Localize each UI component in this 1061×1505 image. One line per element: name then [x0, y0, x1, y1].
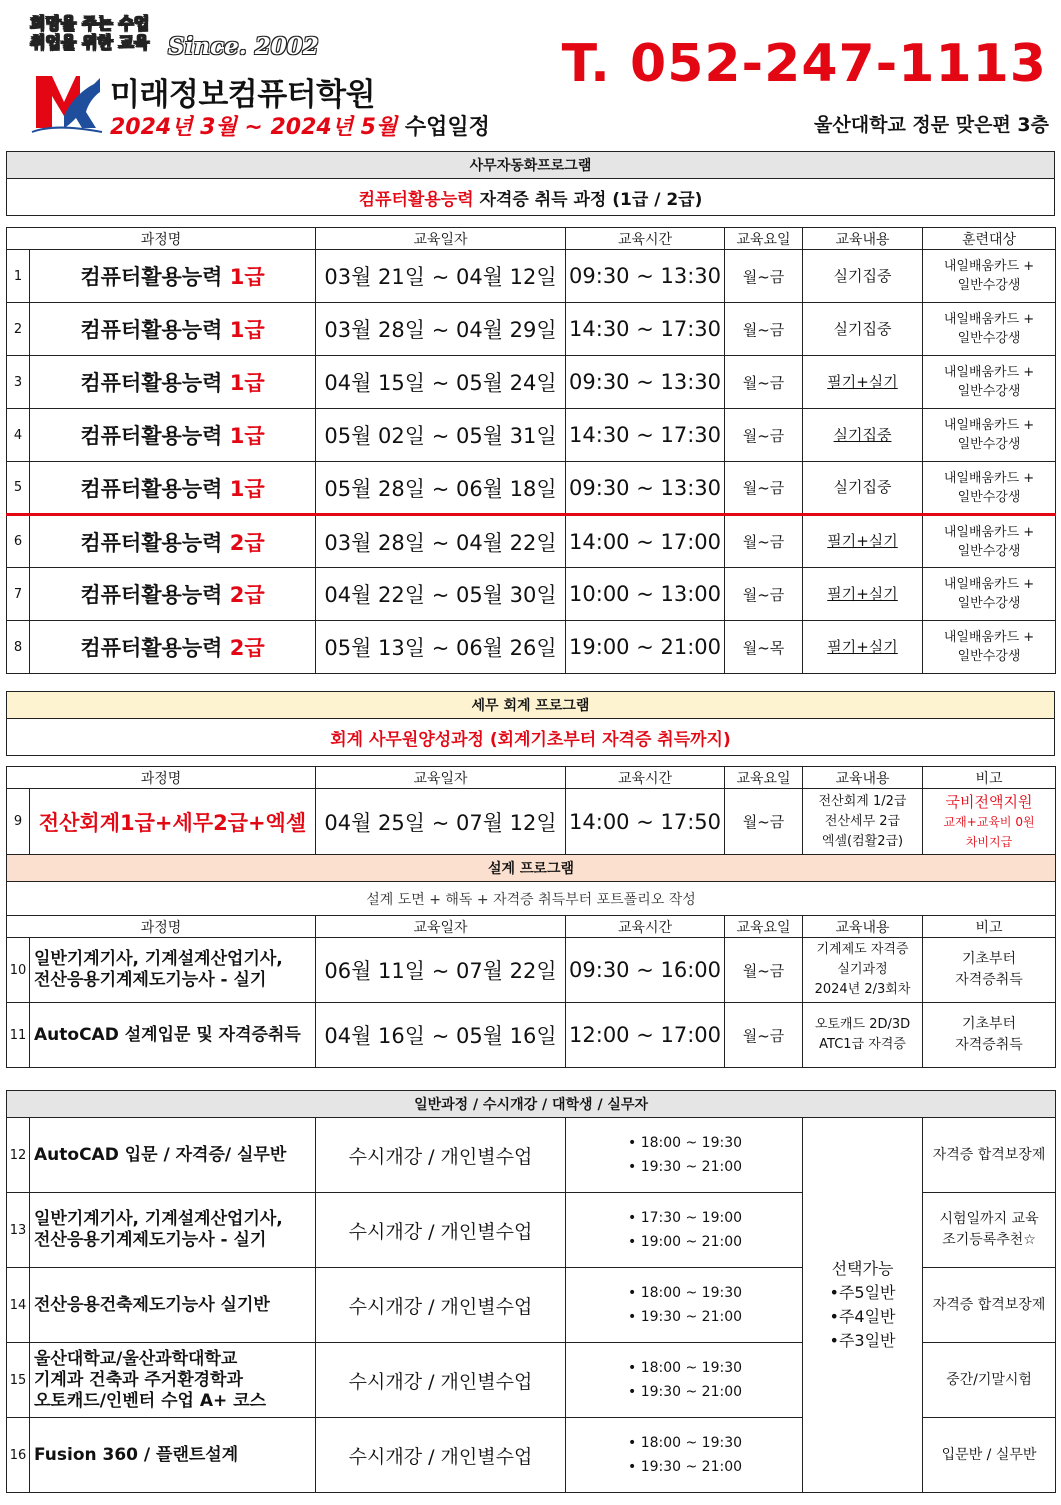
- course-remark: [923, 1343, 1056, 1418]
- course-title: 컴퓨터활용능력: [80, 530, 230, 555]
- course-content: [803, 1003, 923, 1068]
- col-header-days: 교육요일: [725, 767, 803, 789]
- section1-header-row: [7, 228, 1056, 250]
- course-line: 기계과 건축과 주거환경학과: [34, 1369, 243, 1390]
- section1-title-table: [6, 151, 1055, 216]
- course-days: 월~금: [725, 515, 803, 568]
- col-header-date: 교육일자: [316, 767, 566, 789]
- row-number: 1: [7, 250, 30, 303]
- col-header-target: 훈련대상: [923, 228, 1056, 250]
- course-times: [566, 1193, 803, 1268]
- course-time: 14:30 ~ 17:30: [566, 303, 725, 356]
- content-text: 필기+실기: [827, 637, 898, 656]
- row-number: 3: [7, 356, 30, 409]
- target-line: 일반수강생: [957, 489, 1021, 505]
- course-line: 전산응용기계제도기능사 - 실기: [34, 1230, 267, 1250]
- course-name: 전산회계1급+세무2급+엑셀: [30, 789, 316, 855]
- training-target: [923, 621, 1056, 674]
- course-content: [803, 515, 923, 568]
- since-text: Since. 2002: [168, 33, 319, 60]
- col-header-time: 교육시간: [566, 916, 725, 938]
- course-title: 컴퓨터활용능력: [80, 371, 230, 395]
- slogan-line-2: 취업을 위한 교육: [30, 33, 150, 52]
- content-text: 필기+실기: [827, 372, 898, 391]
- row-number: 14: [7, 1268, 30, 1343]
- time-slot: • 17:30 ~ 19:00: [628, 1210, 743, 1226]
- col-header-time: 교육시간: [566, 228, 725, 250]
- course-times: [566, 1118, 803, 1193]
- training-target: [923, 250, 1056, 303]
- time-slot: • 18:00 ~ 19:30: [628, 1285, 743, 1301]
- content-line: 실기과정: [837, 962, 888, 977]
- col-header-days: 교육요일: [725, 916, 803, 938]
- col-header-date: 교육일자: [316, 228, 566, 250]
- table-row: [7, 1003, 1056, 1068]
- row-number: 12: [7, 1118, 30, 1193]
- course-content: [803, 303, 923, 356]
- content-line: 전산세무 2급: [824, 813, 901, 829]
- row-number: 16: [7, 1418, 30, 1493]
- course-level: 1급: [229, 371, 265, 395]
- course-mode: 수시개강 / 개인별수업: [316, 1193, 566, 1268]
- course-remark: [923, 1418, 1056, 1493]
- course-time: 14:00 ~ 17:50: [566, 789, 725, 855]
- course-remark: [923, 1118, 1056, 1193]
- training-target: [923, 409, 1056, 462]
- target-line: 내일배움카드 +: [943, 577, 1035, 592]
- course-title: 컴퓨터활용능력: [80, 424, 230, 448]
- target-line: 내일배움카드 +: [943, 312, 1035, 327]
- section2-title: 세무 회계 프로그램: [7, 692, 1055, 719]
- course-title: 컴퓨터활용능력: [80, 318, 230, 342]
- remark-line: 자격증취득: [955, 972, 1023, 988]
- course-title: 컴퓨터활용능력: [80, 265, 230, 289]
- course-times: [566, 1418, 803, 1493]
- table-row: [7, 250, 1056, 303]
- course-remark: [923, 938, 1056, 1003]
- course-mode: 수시개강 / 개인별수업: [316, 1118, 566, 1193]
- col-header-content: 교육내용: [803, 228, 923, 250]
- slogan-line-1: 희망을 주는 수업: [30, 14, 150, 33]
- course-days: 월~금: [725, 409, 803, 462]
- time-slot: • 19:30 ~ 21:00: [628, 1309, 743, 1325]
- course-level: 2급: [229, 583, 265, 607]
- course-content: [803, 789, 923, 855]
- address: 울산대학교 정문 맞은편 3층: [814, 114, 1049, 136]
- target-line: 일반수강생: [957, 437, 1021, 452]
- course-level: 1급: [229, 265, 265, 289]
- time-slot: • 19:30 ~ 21:00: [628, 1159, 743, 1175]
- course-days: 월~금: [725, 356, 803, 409]
- course-name: [30, 621, 316, 674]
- course-title: 컴퓨터활용능력: [80, 583, 230, 607]
- course-date: 04월 22일 ~ 05월 30일: [316, 568, 566, 621]
- course-time: 19:00 ~ 21:00: [566, 621, 725, 674]
- course-time: 12:00 ~ 17:00: [566, 1003, 725, 1068]
- course-content: [803, 409, 923, 462]
- course-name: [30, 568, 316, 621]
- course-days: 월~목: [725, 621, 803, 674]
- col-header-remark: 비고: [923, 767, 1056, 789]
- course-time: 09:30 ~ 13:30: [566, 250, 725, 303]
- school-name: 미래정보컴퓨터학원: [110, 77, 376, 113]
- row-number: 13: [7, 1193, 30, 1268]
- row-number: 6: [7, 515, 30, 568]
- course-content: [803, 250, 923, 303]
- table-row: [7, 621, 1056, 674]
- remark-line: 교재+교육비 0원: [943, 814, 1035, 829]
- col-header-course: 과정명: [7, 916, 316, 938]
- course-date: 06월 11일 ~ 07월 22일: [316, 938, 566, 1003]
- schedule-sep: ~: [236, 115, 271, 140]
- col-header-course: 과정명: [7, 228, 316, 250]
- course-content: [803, 621, 923, 674]
- course-remark: [923, 1193, 1056, 1268]
- course-line: Fusion 360 / 플랜트설계: [34, 1444, 239, 1465]
- course-time: 10:00 ~ 13:00: [566, 568, 725, 621]
- training-target: [923, 568, 1056, 621]
- row-number: 8: [7, 621, 30, 674]
- content-line: 기계제도 자격증: [816, 942, 909, 957]
- remark-line: 조기등록추천☆: [942, 1232, 1036, 1248]
- course-days: 월~금: [725, 568, 803, 621]
- target-line: 내일배움카드 +: [943, 630, 1035, 645]
- course-date: 04월 15일 ~ 05월 24일: [316, 356, 566, 409]
- target-line: 내일배움카드 +: [943, 365, 1035, 380]
- remark-line: 차비지급: [965, 834, 1013, 849]
- content-text: 필기+실기: [827, 532, 898, 550]
- slogan: [30, 14, 149, 52]
- course-date: 05월 28일 ~ 06월 18일: [316, 462, 566, 515]
- course-remark: [923, 1003, 1056, 1068]
- course-content: [803, 356, 923, 409]
- section2-subtitle: 회계 사무원양성과정 (회계기초부터 자격증 취득까지): [7, 719, 1055, 756]
- row-number: 5: [7, 462, 30, 515]
- col-header-content: 교육내용: [803, 916, 923, 938]
- course-name: [30, 515, 316, 568]
- target-line: 내일배움카드 +: [943, 418, 1035, 433]
- section2-schedule-table: [6, 766, 1056, 1068]
- course-date: 03월 28일 ~ 04월 29일: [316, 303, 566, 356]
- target-line: 내일배움카드 +: [943, 259, 1035, 274]
- section1-title: 사무자동화프로그램: [7, 152, 1055, 179]
- content-text: 실기집중: [833, 478, 892, 496]
- course-date: 03월 28일 ~ 04월 22일: [316, 515, 566, 568]
- remark-line: 국비전액지원: [945, 792, 1033, 811]
- col-header-content: 교육내용: [803, 767, 923, 789]
- course-time: 09:30 ~ 16:00: [566, 938, 725, 1003]
- schedule-period: [110, 110, 490, 141]
- target-line: 일반수강생: [957, 649, 1021, 664]
- row-number: 10: [7, 938, 30, 1003]
- schedule-label: 수업일정: [397, 115, 490, 140]
- target-line: 일반수강생: [957, 384, 1021, 399]
- time-slot: • 18:00 ~ 19:30: [628, 1435, 743, 1451]
- remark-line: 중간/기말시험: [946, 1371, 1032, 1388]
- course-days: 월~금: [725, 462, 803, 515]
- col-header-course: 과정명: [7, 767, 316, 789]
- page-header: [0, 0, 1061, 150]
- course-date: 05월 13일 ~ 06월 26일: [316, 621, 566, 674]
- remark-line: 시험일까지 교육: [939, 1211, 1039, 1227]
- course-name: [30, 938, 316, 1003]
- course-name: [30, 1118, 316, 1193]
- course-time: 09:30 ~ 13:30: [566, 462, 725, 515]
- section1-subtitle: [7, 179, 1055, 216]
- option-item: •주5일반: [829, 1283, 896, 1302]
- content-line: 오토캐드 2D/3D: [814, 1017, 911, 1032]
- course-level: 2급: [229, 636, 265, 660]
- course-mode: 수시개강 / 개인별수업: [316, 1418, 566, 1493]
- remark-line: 기초부터: [961, 951, 1017, 967]
- section1-subtitle-rest: 자격증 취득 과정 (1급 / 2급): [473, 189, 703, 210]
- target-line: 일반수강생: [957, 543, 1021, 559]
- course-name: [30, 462, 316, 515]
- options-title: 선택가능: [831, 1259, 894, 1278]
- training-target: [923, 515, 1056, 568]
- col-header-remark: 비고: [923, 916, 1056, 938]
- time-slot: • 19:30 ~ 21:00: [628, 1384, 743, 1400]
- course-times: [566, 1343, 803, 1418]
- course-name: [30, 356, 316, 409]
- school-logo-icon: [30, 66, 104, 134]
- course-name: [30, 1193, 316, 1268]
- course-name: [30, 250, 316, 303]
- table-row: [7, 409, 1056, 462]
- target-line: 일반수강생: [957, 278, 1021, 293]
- content-text: 실기집중: [833, 425, 892, 444]
- row-number: 4: [7, 409, 30, 462]
- section3-header-row: [7, 916, 1056, 938]
- course-name: [30, 1418, 316, 1493]
- course-date: 04월 16일 ~ 05월 16일: [316, 1003, 566, 1068]
- section4-title: 일반과정 / 수시개강 / 대학생 / 실무자: [7, 1091, 1056, 1118]
- time-slot: • 18:00 ~ 19:30: [628, 1135, 743, 1151]
- table-row: [7, 356, 1056, 409]
- course-time: 09:30 ~ 13:30: [566, 356, 725, 409]
- section3-description: 설계 도면 + 해독 + 자격증 취득부터 포트폴리오 작성: [7, 882, 1056, 916]
- table-row: [7, 462, 1056, 515]
- section4-schedule-table: [6, 1090, 1056, 1493]
- content-line: 2024년 2/3회차: [814, 982, 911, 997]
- course-days: 월~금: [725, 938, 803, 1003]
- course-name: [30, 1268, 316, 1343]
- course-title: 컴퓨터활용능력: [80, 636, 230, 660]
- table-row: [7, 789, 1056, 855]
- table-row: [7, 515, 1056, 568]
- course-content: [803, 938, 923, 1003]
- course-name: [30, 1343, 316, 1418]
- content-text: 실기집중: [833, 319, 892, 338]
- table-row: [7, 303, 1056, 356]
- section1-schedule-table: [6, 227, 1056, 674]
- option-item: •주3일반: [829, 1331, 896, 1350]
- course-line: 일반기계기사, 기계설계산업기사,: [34, 949, 283, 969]
- training-target: [923, 462, 1056, 515]
- time-slot: • 19:00 ~ 21:00: [628, 1234, 743, 1250]
- section2-header-row: [7, 767, 1056, 789]
- course-line: 전산응용기계제도기능사 - 실기: [34, 970, 267, 990]
- section3-title: 설계 프로그램: [7, 855, 1056, 882]
- row-number: 9: [7, 789, 30, 855]
- phone-number[interactable]: T. 052-247-1113: [561, 34, 1047, 94]
- course-title: 컴퓨터활용능력: [80, 476, 230, 501]
- section2-title-table: [6, 691, 1055, 756]
- course-line: 일반기계기사, 기계설계산업기사,: [34, 1209, 283, 1229]
- schedule-end: 2024년 5월: [270, 115, 398, 140]
- table-row: [7, 938, 1056, 1003]
- course-date: 03월 21일 ~ 04월 12일: [316, 250, 566, 303]
- course-line: 울산대학교/울산과학대학교: [34, 1348, 238, 1369]
- course-content: [803, 462, 923, 515]
- schedule-options: [803, 1118, 923, 1493]
- target-line: 일반수강생: [957, 331, 1021, 346]
- course-name: [30, 409, 316, 462]
- col-header-days: 교육요일: [725, 228, 803, 250]
- course-line: 전산응용건축제도기능사 실기반: [34, 1294, 270, 1315]
- content-text: 실기집중: [833, 266, 892, 285]
- course-time: 14:00 ~ 17:00: [566, 515, 725, 568]
- course-level: 1급: [229, 424, 265, 448]
- course-name: [30, 303, 316, 356]
- training-target: [923, 356, 1056, 409]
- course-name: [30, 1003, 316, 1068]
- content-line: 전산회계 1/2급: [818, 793, 907, 809]
- content-line: 엑셀(컴활2급): [821, 833, 904, 849]
- time-slot: • 19:30 ~ 21:00: [628, 1459, 743, 1475]
- course-date: 04월 25일 ~ 07월 12일: [316, 789, 566, 855]
- course-mode: 수시개강 / 개인별수업: [316, 1268, 566, 1343]
- course-days: 월~금: [725, 1003, 803, 1068]
- course-remark: [923, 1268, 1056, 1343]
- course-remark: [923, 789, 1056, 855]
- row-number: 2: [7, 303, 30, 356]
- course-time: 14:30 ~ 17:30: [566, 409, 725, 462]
- remark-line: 기초부터: [961, 1016, 1017, 1032]
- course-line: 오토캐드/인벤터 수업 A+ 코스: [34, 1390, 267, 1411]
- remark-line: 자격증취득: [955, 1037, 1023, 1053]
- schedule-start: 2024년 3월: [110, 115, 237, 140]
- row-number: 7: [7, 568, 30, 621]
- option-item: •주4일반: [829, 1307, 896, 1326]
- course-level: 1급: [229, 476, 265, 501]
- col-header-time: 교육시간: [566, 767, 725, 789]
- section1-subtitle-highlight: 컴퓨터활용능력: [358, 189, 474, 210]
- course-days: 월~금: [725, 303, 803, 356]
- col-header-date: 교육일자: [316, 916, 566, 938]
- remark-line: 자격증 합격보장제: [932, 1146, 1046, 1163]
- course-days: 월~금: [725, 250, 803, 303]
- content-line: ATC1급 자격증: [819, 1037, 906, 1052]
- target-line: 일반수강생: [957, 596, 1021, 611]
- training-target: [923, 303, 1056, 356]
- remark-line: 입문반 / 실무반: [941, 1446, 1037, 1463]
- course-mode: 수시개강 / 개인별수업: [316, 1343, 566, 1418]
- table-row: [7, 568, 1056, 621]
- row-number: 15: [7, 1343, 30, 1418]
- row-number: 11: [7, 1003, 30, 1068]
- table-row: [7, 1118, 1056, 1193]
- target-line: 내일배움카드 +: [943, 470, 1035, 486]
- course-line: AutoCAD 입문 / 자격증/ 실무반: [34, 1144, 287, 1165]
- course-level: 2급: [229, 530, 265, 555]
- content-text: 필기+실기: [827, 584, 898, 603]
- course-line: AutoCAD 설계입문 및 자격증취득: [34, 1024, 301, 1045]
- remark-line: 자격증 합격보장제: [932, 1296, 1046, 1313]
- course-level: 1급: [229, 318, 265, 342]
- course-content: [803, 568, 923, 621]
- target-line: 내일배움카드 +: [943, 524, 1035, 540]
- course-days: 월~금: [725, 789, 803, 855]
- time-slot: • 18:00 ~ 19:30: [628, 1360, 743, 1376]
- course-times: [566, 1268, 803, 1343]
- course-date: 05월 02일 ~ 05월 31일: [316, 409, 566, 462]
